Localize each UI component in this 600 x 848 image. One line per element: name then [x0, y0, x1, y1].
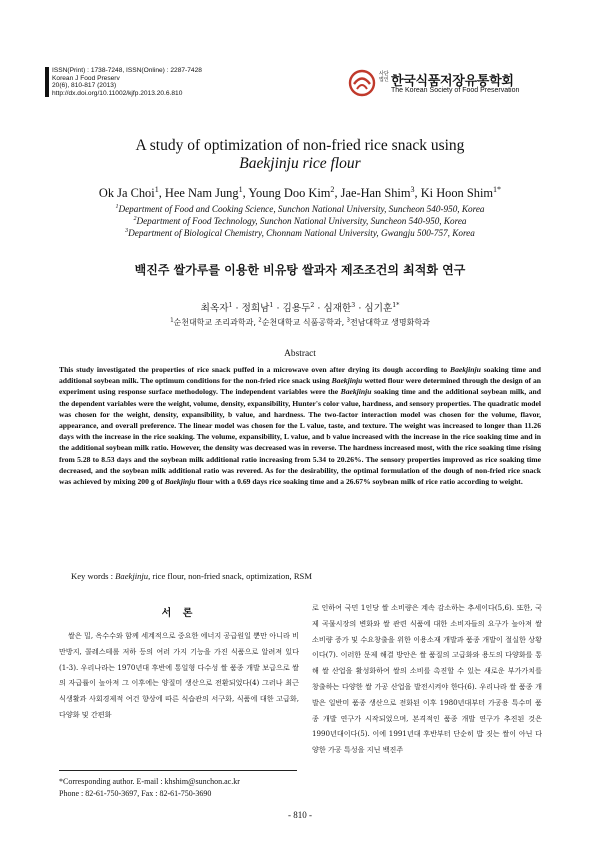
author-line: Ok Ja Choi$^1$, Hee Nam Jung$^1$, Young Doo Kim$^2$, Jae-Han Shim$^3$, Ki Hoon Shim$^{1*}$ — [98, 184, 502, 200]
section-heading-introduction: 서 론 — [161, 608, 197, 619]
society-logo-block — [348, 69, 548, 97]
footnote-divider — [59, 770, 297, 771]
correspondence-footnote — [59, 776, 240, 799]
korean-title: 백진주 쌀가루를 이용한 비유탕 쌀과자 제조조건의 최적화 연구 — [134, 263, 466, 277]
doi-link[interactable]: http://dx.doi.org/10.11002/kjfp.2013.20.6.810 — [52, 89, 183, 97]
affiliation-2: $^2$Department of Food Technology, Sunchon National University, Suncheon 540-950, Korea — [133, 215, 467, 226]
society-prefix: 사단 법인 — [379, 71, 389, 83]
author-name: Ok Ja Choi — [98, 186, 155, 200]
paper-title-line1: A study of optimization of non-fried rice snack using — [135, 137, 465, 154]
corresponding-email: *Corresponding author. E-mail : khshim@sunchon.ac.kr — [59, 777, 240, 786]
author-name: Jae-Han Shim — [340, 186, 411, 200]
abstract-heading: Abstract — [284, 349, 316, 359]
affiliation-1: $^1$Department of Food and Cooking Science, Sunchon National University, Suncheon 540-950, Korea — [115, 203, 485, 214]
keywords-line: Key words : Baekjinju, rice flour, non-fried snack, optimization, RSM — [71, 571, 312, 581]
corresponding-phone: Phone : 82-61-750-3697, Fax : 82-61-750-3690 — [59, 788, 212, 798]
korean-author-line: 최옥자$^1$ · 정희남$^1$ · 김용두$^2$ · 심재한$^3$ · 심기훈$^{1*}$ — [200, 301, 400, 314]
journal-name: Korean J Food Preserv — [52, 74, 120, 82]
author-name: Young Doo Kim — [248, 186, 331, 200]
author-name: Ki Hoon Shim — [420, 186, 494, 200]
journal-metadata — [52, 67, 312, 97]
korean-affiliations: $^1$순천대학교 조리과학과, $^2$순천대학교 식품공학과, $^3$전남대학교 생명화학과 — [170, 317, 430, 327]
affiliation-3: $^3$Department of Biological Chemistry, Chonnam National University, Gwangju 500-757, Korea — [125, 227, 475, 238]
title-cultivar: Baekjinju rice flour — [239, 155, 361, 172]
page-number: - 810 - — [288, 810, 312, 820]
paper-title-line2 — [60, 154, 540, 174]
intro-left-column: 쌀은 밀, 옥수수와 함께 세계적으로 중요한 에너지 공급원일 뿐만 아니라 비만방지, 콜레스테롤 저하 등의 여러 가지 기능을 가진 식품으로 알려져 있다(1-3). 우리나라는 1970년대 후반에 통일형 다수성 쌀 품종 개발 보급으로 쌀의 자급률이 높아져 그 이후에는 양질미 생산으로 전환되었다(4) 그러나 최근 식생활과 사회경제적 여건 향상에 따른 식습관의 서구화, 식품에 대한 고급화, 다양화 및 간편화 — [59, 631, 299, 719]
abstract-body: This study investigated the properties of rice snack puffed in a microwave oven after drying its dough according to Baekjinju soaking time and additional soybean milk. The optimum conditions for the non-fried rice snack using Baekjinju wetted flour were determined through the design of an experiment using response surface methodology. The independent variables were the Baekjinju soaking time and the additional soybean milk, and the dependent variables were the weight, volume, density, expansibility, Hunter's color value, hardness, and sensory properties. The quadratic model was chosen for the weight, density, expansibility, b value, and hardness. The two-factor interaction model was chosen for the volume, flavor, appearance, and overall preference. The linear model was chosen for the L value, taste, and texture. The weight was increased to longer than 11.26 days with the increase in the rice soaking. The volume, expansibility, L value, and b value increased with the increase in the rice soaking time and in the additional soybean milk ratio. However, the density was decreased was in reverse. The hardness increased most, with the rice soaking time rising from 5.28 to 8.53 days and the soybean milk additional ratio increasing from 5.34 to 20.26%. The sensory properties improved as rice soaking time decreased, and the soybean milk additional ratio was revered. As for the desirability, the optimal formulation of the dough of non-fried rice snack was achieved by mixing 200 g of Baekjinju flour with a 0.69 days rice soaking time and a 26.67% soybean milk of rice ratio according to weight. — [59, 365, 541, 487]
society-logo-icon — [348, 69, 376, 97]
metadata-bar — [45, 67, 49, 97]
society-name-korean: 한국식품저장유통학회 — [391, 74, 514, 89]
volume-pages: 20(6), 810-817 (2013) — [52, 82, 117, 90]
author-name: Hee Nam Jung — [164, 186, 239, 200]
society-name-english: The Korean Society of Food Preservation — [391, 87, 520, 94]
issn: ISSN(Print) : 1738-7248, ISSN(Online) : 2287-7428 — [52, 67, 202, 74]
intro-right-column: 로 인하여 국민 1인당 쌀 소비량은 계속 감소하는 추세이다(5,6). 또한, 국제 곡물시장의 변화와 쌀 관련 식품에 대한 소비자들의 요구가 높아져 쌀 소비량 증가 및 수요창출을 위한 이용소재 개발과 품종 개발이 절실한 상황이다(7). 이러한 문제 해결 방안은 쌀 품질의 고급화와 용도의 다양화를 통해 쌀 산업을 활성화하여 쌀의 소비를 촉진할 수 있는 새로운 부가가치를 창출하는 다양한 쌀 가공 산업을 발전시켜야 한다(6). 우리나라 쌀 품종 개발은 일반미 품종 생산으로 전화된 이후 1980년대부터 가공용 특수미 품종 개발 연구가 시작되었으며, 본격적인 품종 개발 연구가 추진된 것은 1990년대이다(5). 이에 1991년대 후반부터 단순히 밥 짓는 쌀이 아닌 다양한 가공 특성을 지닌 백진주 — [312, 603, 542, 755]
